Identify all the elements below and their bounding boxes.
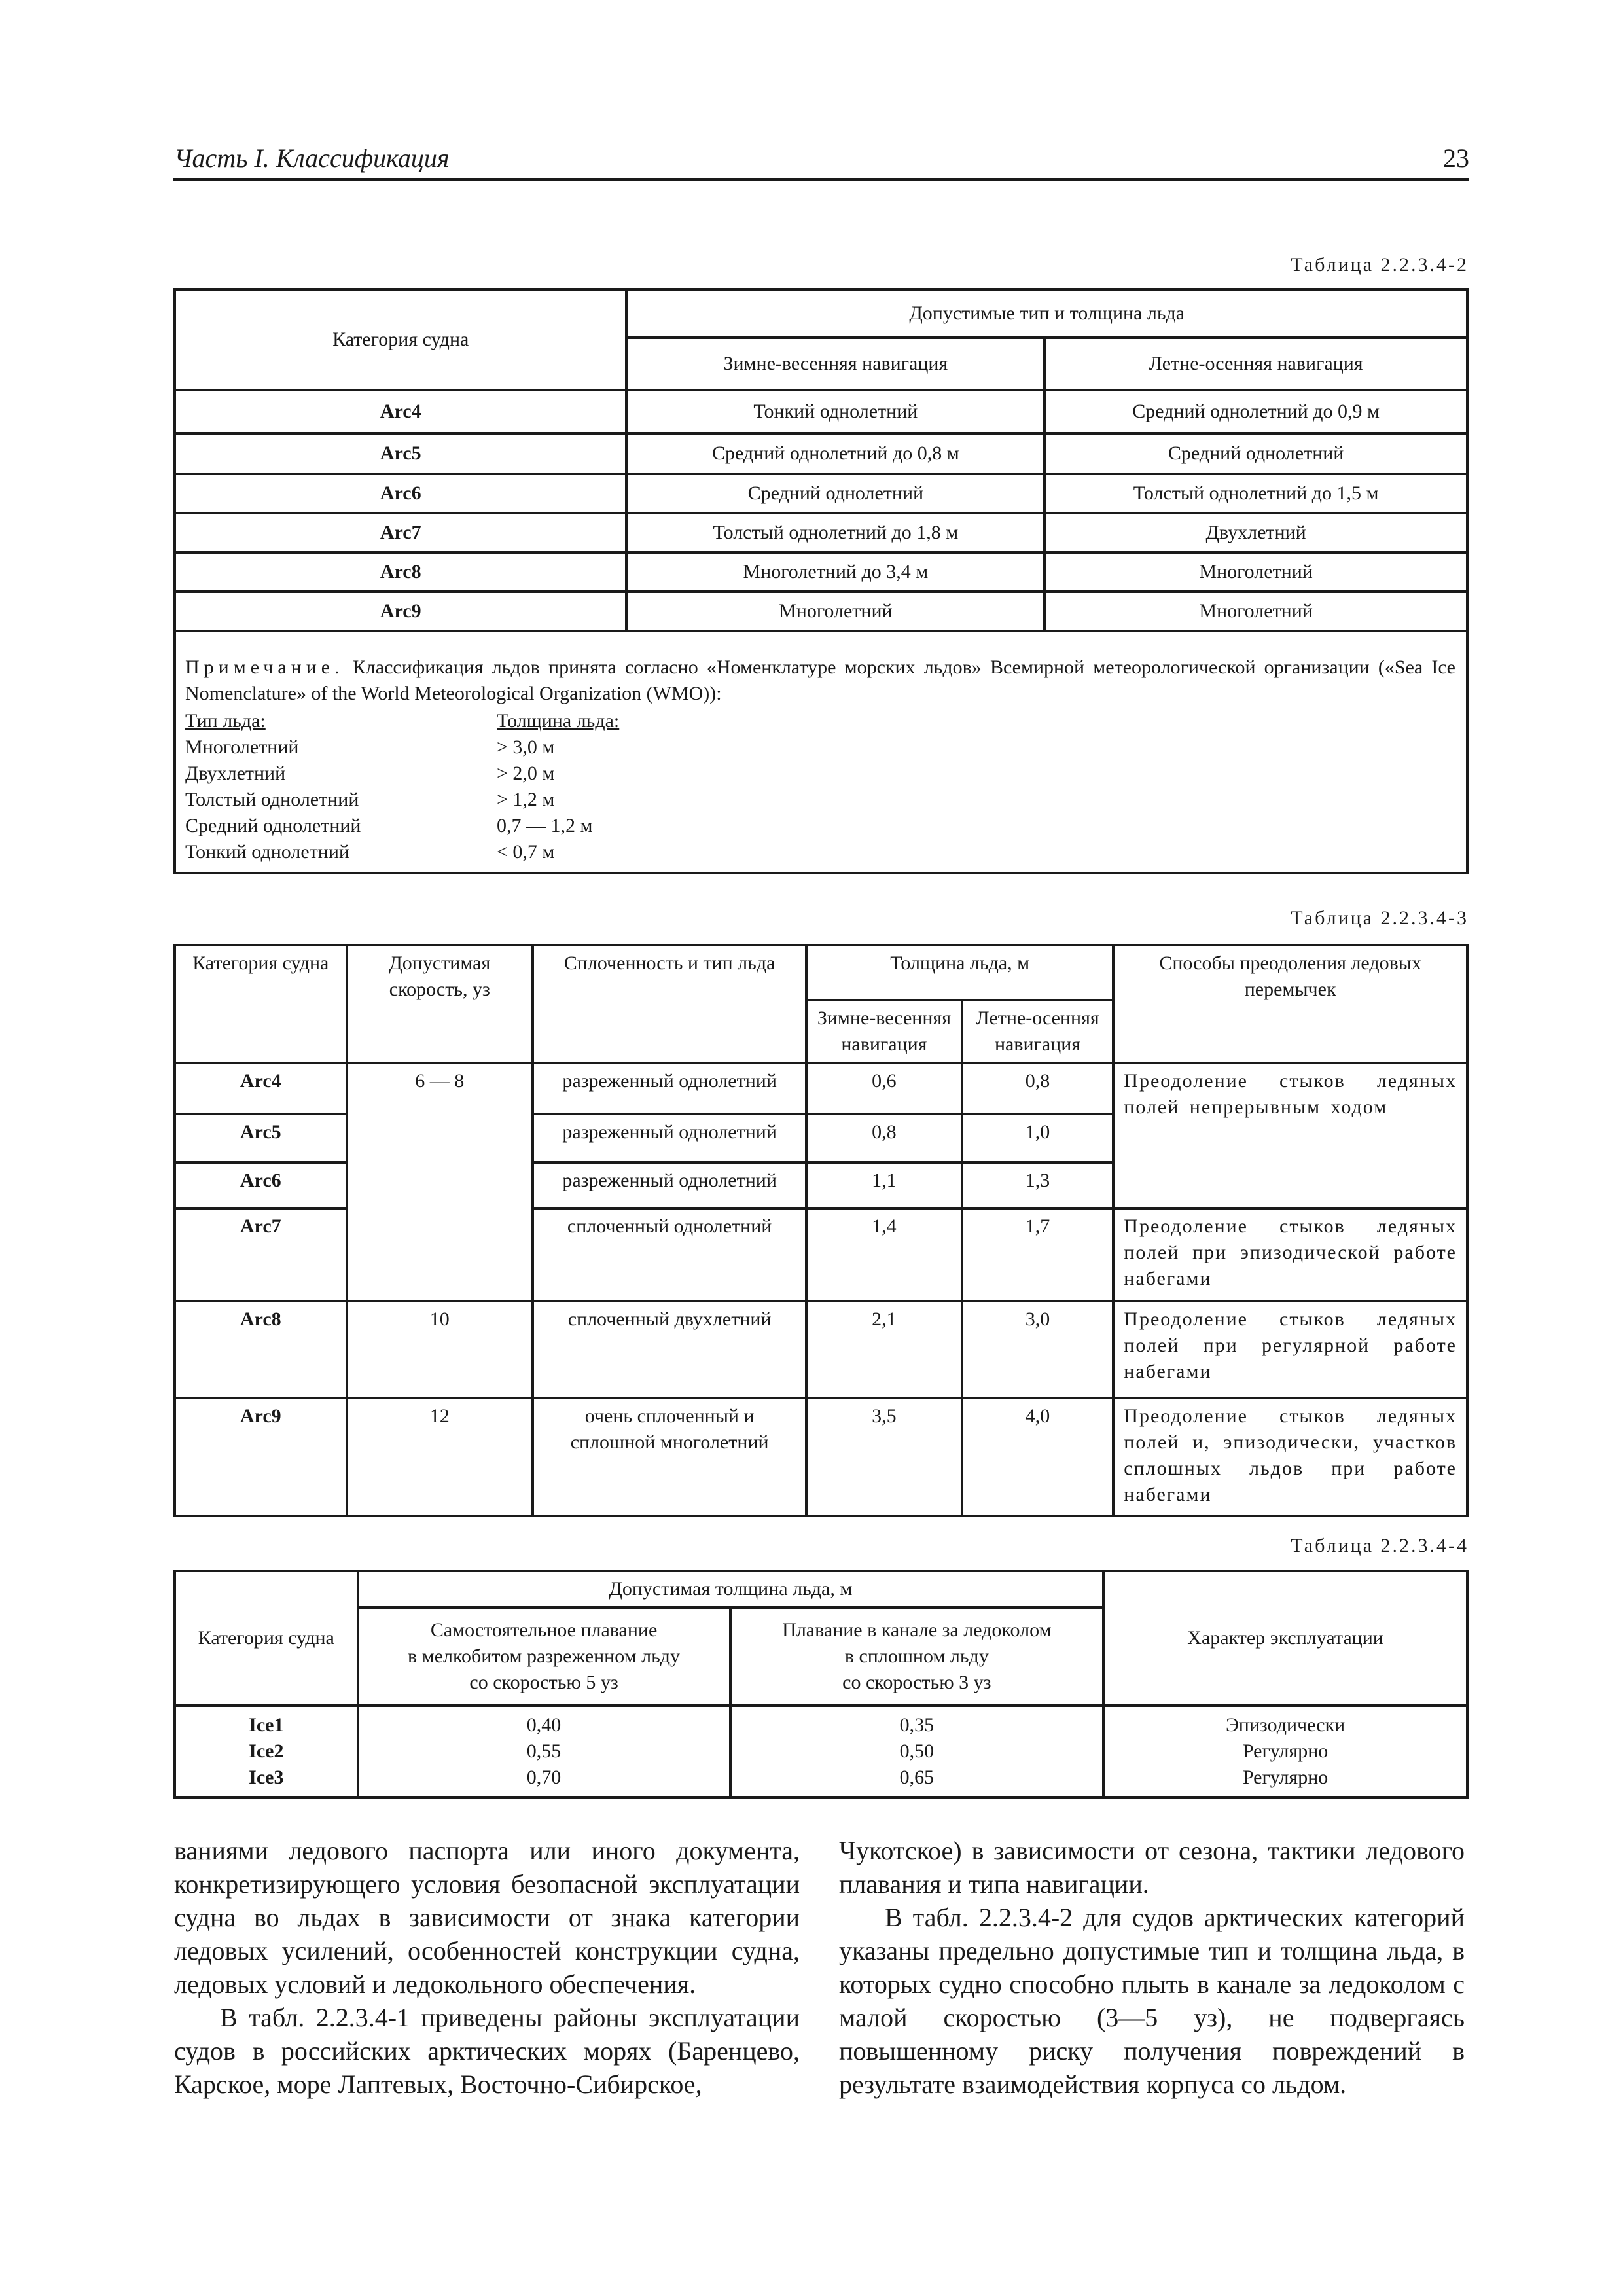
table-row-category: Arc8 xyxy=(175,1301,347,1398)
header-independent-navigation xyxy=(358,1607,730,1706)
header-category: Категория судна xyxy=(175,1571,358,1706)
ice-thickness-header: Толщина льда: xyxy=(497,710,620,732)
thickness-value: 0,35 xyxy=(899,1714,935,1736)
table-cell-ice: сплоченный однолетний xyxy=(533,1208,806,1301)
body-column-right xyxy=(839,1834,1465,2101)
table-cell-summer: Многолетний xyxy=(1044,552,1467,592)
table-cell-summer: Толстый однолетний до 1,5 м xyxy=(1044,474,1467,513)
table-row-category: Arc9 xyxy=(175,592,626,631)
ice-type: Средний однолетний xyxy=(185,815,361,836)
note-paragraph xyxy=(185,655,1455,707)
table-cell-summer: 1,0 xyxy=(962,1114,1114,1162)
table-note xyxy=(175,631,1467,873)
table-row-category: Arc5 xyxy=(175,1114,347,1162)
table-row-category: Arc7 xyxy=(175,513,626,552)
header-category: Категория судна xyxy=(175,289,626,390)
table-cell-summer: 0,8 xyxy=(962,1063,1114,1114)
table-cell-character xyxy=(1103,1706,1467,1797)
thickness-value: 0,50 xyxy=(899,1740,935,1762)
ice-type: Двухлетний xyxy=(185,762,286,784)
table-cell-winter: 0,6 xyxy=(806,1063,962,1114)
header-winter: Зимне-весенняя навигация xyxy=(626,338,1044,390)
ice-type-table xyxy=(173,288,1469,874)
header-thickness: Толщина льда, м xyxy=(806,945,1113,1000)
table-caption-2: Таблица 2.2.3.4-2 xyxy=(1291,254,1469,276)
table-cell-ice: очень сплоченный и сплошной многолетний xyxy=(533,1398,806,1516)
table-cell-method: Преодоление стыков ледяных полей непрерывным ходом xyxy=(1113,1063,1467,1208)
table-row-category: Arc6 xyxy=(175,1162,347,1208)
table-row-category: Arc7 xyxy=(175,1208,347,1301)
body-paragraph: В табл. 2.2.3.4-1 приведены районы эксплуатации судов в российских арктических морях (Баренцево, Карское, море Лаптевых, Восточно-Сибирское, xyxy=(174,2003,800,2099)
table-cell-categories xyxy=(175,1706,358,1797)
table-cell-independent xyxy=(358,1706,730,1797)
header-allowed-thickness: Допустимая толщина льда, м xyxy=(358,1571,1104,1607)
header-allowed-ice: Допустимые тип и толщина льда xyxy=(626,289,1467,338)
table-cell-winter: 3,5 xyxy=(806,1398,962,1516)
header-summer: Летне-осенняя навигация xyxy=(962,1000,1114,1063)
body-paragraph: В табл. 2.2.3.4-2 для судов арктических категорий указаны предельно допустимые тип и толщина льда, в которых судно способно плыть в канале за ледоколом с малой скоростью (3—5 уз), не подвергаясь повышенному риску получения повреждений в результате взаимодействия корпуса со льдом. xyxy=(839,1903,1465,2099)
table-cell-summer: 4,0 xyxy=(962,1398,1114,1516)
category-value: Ice2 xyxy=(249,1740,284,1762)
ice-type: Толстый однолетний xyxy=(185,789,359,810)
header-line: со скоростью 3 уз xyxy=(842,1672,991,1693)
page-number: 23 xyxy=(1443,143,1469,173)
ice-passage-table xyxy=(173,944,1469,1517)
header-methods: Способы преодоления ледовых перемычек xyxy=(1113,945,1467,1063)
note-text: Классификация льдов принята согласно «Номенклатуре морских льдов» Всемирной метеорологической организации («Sea Ice Nomenclature» of the World Meteorological Organization (WMO)): xyxy=(185,656,1455,704)
ice-thickness: < 0,7 м xyxy=(497,841,555,863)
header-line: Самостоятельное плавание xyxy=(430,1619,658,1641)
header-line: в мелкобитом разреженном льду xyxy=(408,1645,681,1667)
thickness-value: 0,55 xyxy=(526,1740,562,1762)
header-channel-navigation xyxy=(730,1607,1104,1706)
ice-type-header: Тип льда: xyxy=(185,710,266,732)
table-cell-method: Преодоление стыков ледяных полей при эпизодической работе набегами xyxy=(1113,1208,1467,1301)
header-winter: Зимне-весенняя навигация xyxy=(806,1000,962,1063)
ice-thickness: > 3,0 м xyxy=(497,736,555,758)
thickness-value: 0,40 xyxy=(526,1714,562,1736)
table-cell-winter: Тонкий однолетний xyxy=(626,390,1044,433)
table-cell-speed: 10 xyxy=(347,1301,533,1398)
header-line: в сплошном льду xyxy=(844,1645,989,1667)
table-cell-ice: разреженный однолетний xyxy=(533,1114,806,1162)
table-cell-channel xyxy=(730,1706,1104,1797)
header-summer: Летне-осенняя навигация xyxy=(1044,338,1467,390)
header-rule xyxy=(173,178,1469,181)
ice-type: Тонкий однолетний xyxy=(185,841,349,863)
category-value: Ice1 xyxy=(249,1714,284,1736)
table-cell-winter: 1,1 xyxy=(806,1162,962,1208)
thickness-value: 0,70 xyxy=(526,1767,562,1788)
table-cell-summer: Средний однолетний до 0,9 м xyxy=(1044,390,1467,433)
table-cell-summer: 3,0 xyxy=(962,1301,1114,1398)
ice-thickness: > 1,2 м xyxy=(497,789,555,810)
ice-thickness-list xyxy=(185,708,1455,865)
table-cell-winter: 0,8 xyxy=(806,1114,962,1162)
character-value: Регулярно xyxy=(1242,1767,1329,1788)
table-cell-winter: Средний однолетний xyxy=(626,474,1044,513)
table-cell-winter: 1,4 xyxy=(806,1208,962,1301)
header-ice-concentration: Сплоченность и тип льда xyxy=(533,945,806,1063)
table-cell-ice: разреженный однолетний xyxy=(533,1162,806,1208)
character-value: Эпизодически xyxy=(1226,1714,1346,1736)
table-cell-summer: 1,7 xyxy=(962,1208,1114,1301)
table-caption-3: Таблица 2.2.3.4-3 xyxy=(1291,907,1469,929)
table-row-category: Arc8 xyxy=(175,552,626,592)
character-value: Регулярно xyxy=(1242,1740,1329,1762)
ice-thickness: > 2,0 м xyxy=(497,762,555,784)
header-speed: Допустимая скорость, уз xyxy=(347,945,533,1063)
table-cell-speed: 12 xyxy=(347,1398,533,1516)
table-cell-winter: Многолетний до 3,4 м xyxy=(626,552,1044,592)
table-cell-summer: Средний однолетний xyxy=(1044,433,1467,474)
body-paragraph: Чукотское) в зависимости от сезона, тактики ледового плавания и типа навигации. xyxy=(839,1836,1465,1899)
header-operation-character: Характер эксплуатации xyxy=(1103,1571,1467,1706)
ice-class-table xyxy=(173,1570,1469,1799)
header-category: Категория судна xyxy=(175,945,347,1063)
category-value: Ice3 xyxy=(249,1767,284,1788)
table-cell-ice: разреженный однолетний xyxy=(533,1063,806,1114)
header-line: со скоростью 5 уз xyxy=(469,1672,618,1693)
table-cell-method: Преодоление стыков ледяных полей при регулярной работе набегами xyxy=(1113,1301,1467,1398)
table-row-category: Arc9 xyxy=(175,1398,347,1516)
table-cell-summer: Многолетний xyxy=(1044,592,1467,631)
table-cell-winter: Толстый однолетний до 1,8 м xyxy=(626,513,1044,552)
body-paragraph: ваниями ледового паспорта или иного документа, конкретизирующего условия безопасной эксплуатации судна во льдах в зависимости от знака категории ледовых усилений, особенностей конструкции судна, ледовых условий и ледокольного обеспечения. xyxy=(174,1836,800,1999)
header-line: Плавание в канале за ледоколом xyxy=(782,1619,1052,1641)
table-cell-summer: Двухлетний xyxy=(1044,513,1467,552)
running-header-title: Часть I. Классификация xyxy=(174,143,450,173)
ice-type: Многолетний xyxy=(185,736,299,758)
table-row-category: Arc4 xyxy=(175,1063,347,1114)
table-cell-speed: 6 — 8 xyxy=(347,1063,533,1301)
table-cell-summer: 1,3 xyxy=(962,1162,1114,1208)
body-column-left xyxy=(174,1834,800,2101)
table-row-category: Arc5 xyxy=(175,433,626,474)
ice-thickness: 0,7 — 1,2 м xyxy=(497,815,593,836)
table-cell-winter: Многолетний xyxy=(626,592,1044,631)
table-cell-ice: сплоченный двухлетний xyxy=(533,1301,806,1398)
table-cell-method: Преодоление стыков ледяных полей и, эпизодически, участков сплошных льдов при работе набегами xyxy=(1113,1398,1467,1516)
table-row-category: Arc6 xyxy=(175,474,626,513)
table-row-category: Arc4 xyxy=(175,390,626,433)
table-cell-winter: 2,1 xyxy=(806,1301,962,1398)
thickness-value: 0,65 xyxy=(899,1767,935,1788)
table-caption-4: Таблица 2.2.3.4-4 xyxy=(1291,1535,1469,1556)
table-cell-winter: Средний однолетний до 0,8 м xyxy=(626,433,1044,474)
note-lead: Примечание. xyxy=(185,656,344,678)
